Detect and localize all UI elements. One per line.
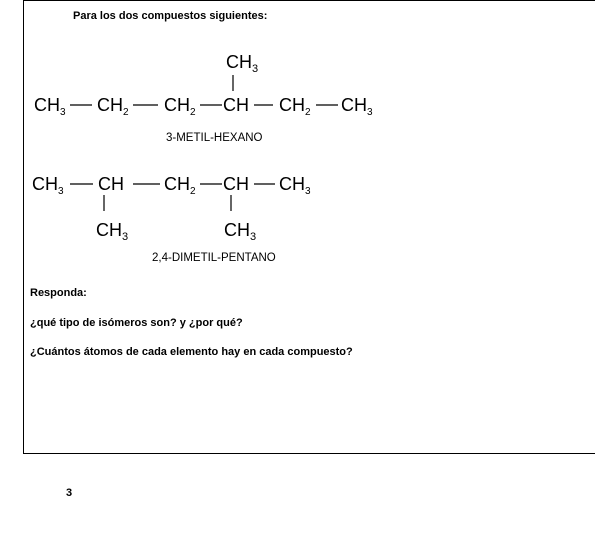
c1-atom-1: $CH_3$ bbox=[34, 95, 66, 118]
intro-text: Para los dos compuestos siguientes: bbox=[73, 10, 268, 22]
question-1: ¿qué tipo de isómeros son? y ¿por qué? bbox=[30, 317, 243, 329]
c1-atom-5: $CH_2$ bbox=[279, 95, 311, 118]
question-2: ¿Cuántos átomos de cada elemento hay en cada compuesto? bbox=[30, 346, 353, 358]
c1-atom-2: $CH_2$ bbox=[97, 95, 129, 118]
c2-atom-3: $CH_2$ bbox=[164, 174, 196, 197]
compound2-name: 2,4-DIMETIL-PENTANO bbox=[152, 252, 276, 264]
c2-branch-1: $CH_3$ bbox=[96, 220, 129, 243]
c1-top-ch: $CH_3$ bbox=[226, 52, 259, 75]
c2-atom-1: $CH_3$ bbox=[32, 174, 64, 197]
compound1-name: 3-METIL-HEXANO bbox=[166, 132, 263, 144]
c1-atom-3: $CH_2$ bbox=[164, 95, 196, 118]
c1-atom-4: CH bbox=[223, 95, 249, 115]
c1-atom-6: $CH_3$ bbox=[341, 95, 373, 118]
c2-atom-4: CH bbox=[223, 174, 249, 194]
c2-branch-2: $CH_3$ bbox=[224, 220, 257, 243]
c2-atom-2: CH bbox=[98, 174, 124, 194]
responda-label: Responda: bbox=[30, 287, 87, 299]
compound2-structure bbox=[0, 160, 400, 250]
c2-atom-5: $CH_3$ bbox=[279, 174, 311, 197]
page-number: 3 bbox=[66, 487, 73, 499]
